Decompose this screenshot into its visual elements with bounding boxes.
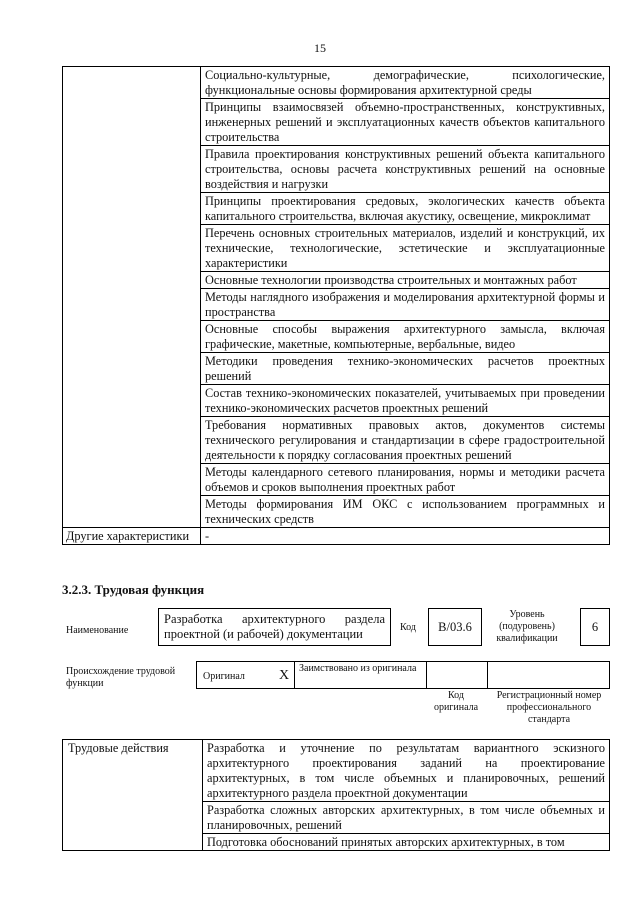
knowledge-item: Принципы взаимосвязей объемно-пространственных, конструктивных, инженерных решений и эксплуатационных качеств объектов капитального строительства bbox=[201, 99, 610, 146]
code-label: Код bbox=[400, 622, 416, 633]
table-row bbox=[63, 528, 610, 545]
other-characteristics-value: - bbox=[201, 528, 610, 545]
labor-action-item: Разработка и уточнение по результатам вариантного эскизного архитектурного проектирования заданий на проектирование архитектурных, в том числе объемных и планировочных, решений архитектурного раздела проектной документации bbox=[203, 740, 610, 802]
knowledge-item: Принципы проектирования средовых, экологических качеств объекта капитального строительства, включая акустику, освещение, микроклимат bbox=[201, 193, 610, 225]
knowledge-item: Методы формирования ИМ ОКС с использованием программных и технических средств bbox=[201, 496, 610, 528]
other-characteristics-label: Другие характеристики bbox=[63, 528, 201, 545]
knowledge-label-cell bbox=[63, 67, 201, 528]
level-label: Уровень (подуровень) квалификации bbox=[496, 609, 558, 644]
knowledge-item: Методы наглядного изображения и моделирования архитектурной формы и пространства bbox=[201, 289, 610, 321]
knowledge-item: Социально-культурные, демографические, психологические, функциональные основы формирования архитектурной среды bbox=[201, 67, 610, 99]
knowledge-item: Методики проведения технико-экономических расчетов проектных решений bbox=[201, 353, 610, 385]
origin-box bbox=[196, 661, 610, 689]
knowledge-item: Состав технико-экономических показателей, учитываемых при проведении технико-экономических расчетов проектных решений bbox=[201, 385, 610, 417]
code-original-label: Код оригинала bbox=[433, 690, 479, 713]
table-row bbox=[63, 740, 610, 802]
labor-action-item: Разработка сложных авторских архитектурных, в том числе объемных и планировочных, решений bbox=[203, 802, 610, 834]
knowledge-item: Методы календарного сетевого планирования, нормы и методики расчета объемов и сроков выполнения проектных работ bbox=[201, 464, 610, 496]
knowledge-table bbox=[62, 66, 610, 545]
original-mark: X bbox=[279, 668, 290, 683]
borrowed-label: Заимствовано из оригинала bbox=[299, 663, 417, 674]
level-value: 6 bbox=[580, 608, 610, 646]
function-name-value: Разработка архитектурного раздела проектной (и рабочей) документации bbox=[158, 608, 391, 646]
knowledge-item: Перечень основных строительных материалов, изделий и конструкций, их технические, технологические, эстетические и эксплуатационные характеристики bbox=[201, 225, 610, 272]
section-heading: 3.2.3. Трудовая функция bbox=[62, 582, 205, 597]
knowledge-item: Требования нормативных правовых актов, документов системы технического регулирования и стандартизации в сфере градостроительной деятельности к порядку согласования проектных решений bbox=[201, 417, 610, 464]
name-label: Наименование bbox=[66, 625, 129, 636]
knowledge-item: Основные технологии производства строительных и монтажных работ bbox=[201, 272, 610, 289]
labor-action-item: Подготовка обоснований принятых авторских архитектурных, в том bbox=[203, 834, 610, 851]
divider bbox=[426, 662, 427, 688]
divider bbox=[294, 662, 295, 688]
labor-actions-table bbox=[62, 739, 610, 851]
origin-label: Происхождение трудовой функции bbox=[66, 666, 176, 689]
registration-number-label: Регистрационный номер профессионального стандарта bbox=[496, 690, 602, 725]
labor-actions-label: Трудовые действия bbox=[63, 740, 203, 851]
page-number: 15 bbox=[314, 41, 326, 55]
code-value: B/03.6 bbox=[428, 608, 482, 646]
knowledge-item: Основные способы выражения архитектурного замысла, включая графические, макетные, компьютерные, вербальные, видео bbox=[201, 321, 610, 353]
divider bbox=[487, 662, 488, 688]
original-label: Оригинал bbox=[203, 671, 245, 682]
knowledge-item: Правила проектирования конструктивных решений объекта капитального строительства, основы расчета конструктивных решений на основные воздействия и нагрузки bbox=[201, 146, 610, 193]
table-row bbox=[63, 67, 610, 99]
